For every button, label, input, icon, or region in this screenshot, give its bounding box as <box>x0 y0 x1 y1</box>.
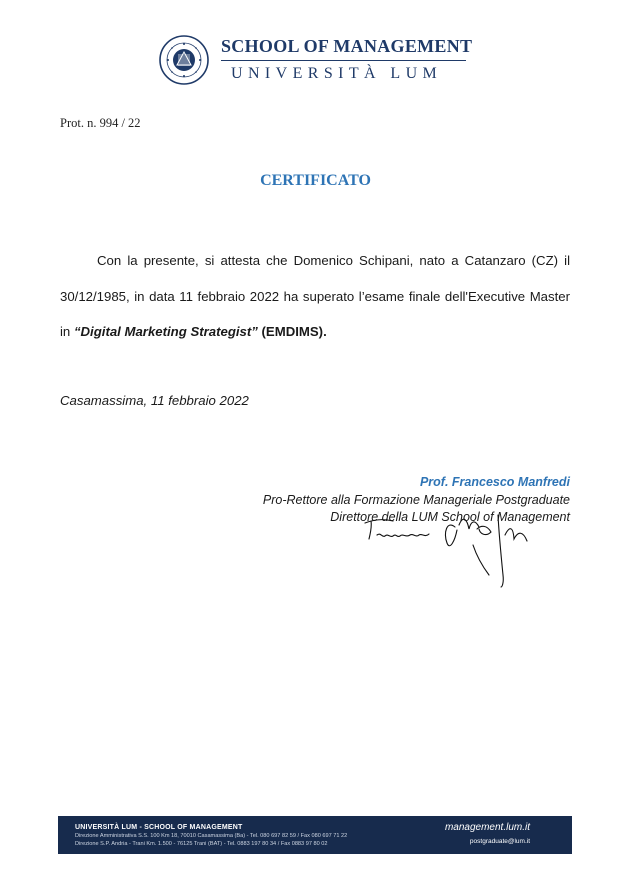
handwritten-signature <box>355 505 555 590</box>
logo-divider <box>221 60 466 61</box>
document-title: CERTIFICATO <box>260 172 371 189</box>
program-name: “Digital Marketing Strategist” <box>73 324 258 339</box>
signatory-role-1: Pro-Rettore alla Formazione Manageriale Postgraduate <box>262 493 570 507</box>
footer-website-link[interactable]: management.lum.it <box>444 822 530 833</box>
footer-email-link[interactable]: postgraduate@lum.it <box>469 838 530 845</box>
body-text-main: Con la presente, si attesta che Domenico Schipani, nato a Catanzaro (CZ) il 30/12/1985, in data 11 febbraio 2022 ha superato l’esame finale dell'Executive Master in <box>60 253 570 339</box>
certificate-body <box>60 243 570 350</box>
footer-title: UNIVERSITÀ LUM - SCHOOL OF MANAGEMENT <box>75 824 243 831</box>
footer-address-2: Direzione S.P. Andria - Trani Km. 1.500 - 76125 Trani (BAT) - Tel. 0883 197 80 34 / Fax 0883 97 80 02 <box>75 841 328 847</box>
university-seal-logo <box>159 35 209 85</box>
logo-subtitle: UNIVERSITÀ LUM <box>231 65 443 82</box>
protocol-number: Prot. n. 994 / 22 <box>60 116 141 130</box>
footer-bar <box>58 816 572 854</box>
logo-title: SCHOOL OF MANAGEMENT <box>221 36 473 56</box>
program-code: (EMDIMS). <box>257 324 327 339</box>
place-date: Casamassima, 11 febbraio 2022 <box>60 393 249 408</box>
footer-address-1: Direzione Amministrativa S.S. 100 Km 18, 70010 Casamassima (Ba) - Tel. 080 697 82 59 / Fax 080 697 71 22 <box>75 833 348 839</box>
signatory-name: Prof. Francesco Manfredi <box>419 475 570 489</box>
signatory-role-2: Direttore della LUM School of Management <box>330 510 570 524</box>
